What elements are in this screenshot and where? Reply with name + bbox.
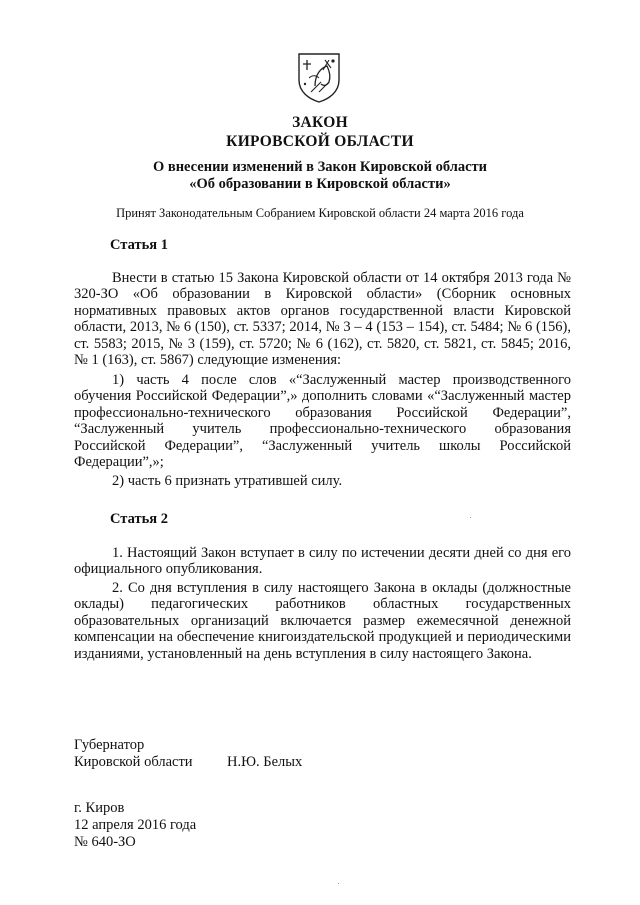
signatory-position-line-1: Губернатор xyxy=(74,737,145,753)
subtitle-line-1: О внесении изменений в Закон Кировской области xyxy=(152,159,488,175)
scan-speck xyxy=(470,517,471,518)
adoption-note: Принят Законодательным Собранием Кировской области 24 марта 2016 года xyxy=(116,206,524,220)
law-subtitle xyxy=(0,159,640,193)
signatory-name: Н.Ю. Белых xyxy=(227,754,303,770)
title-line-region: КИРОВСКОЙ ОБЛАСТИ xyxy=(226,133,414,150)
footer-number: № 640-ЗО xyxy=(74,834,136,850)
subtitle-line-2: «Об образовании в Кировской области» xyxy=(189,176,451,192)
signatory-position-line-2: Кировской области xyxy=(74,754,193,770)
law-title xyxy=(0,113,640,151)
article-1-intro: Внести в статью 15 Закона Кировской области от 14 октября 2013 года № 320-ЗО «Об образовании в Кировской области» (Сборник основных нормативных правовых актов органов государственной власти Кировской области, 2013, № 6 (150), ст. 5337; 2014, № 3 – 4 (153 – 154), ст. 5484; № 6 (156), ст. 5583; 2015, № 3 (159), ст. 5720; № 6 (162), ст. 5820, ст. 5821, ст. 5845; 2016, № 1 (163), ст. 5867) следующие изменения: xyxy=(74,270,571,369)
article-2-paragraph-2: 2. Со дня вступления в силу настоящего Закона в оклады (должностные оклады) педагогических работников областных государственных образовательных организаций включается размер ежемесячной денежной компенсации на обеспечение книгоиздательской продукцией и периодическими изданиями, установленный на день вступления в силу настоящего Закона. xyxy=(74,580,571,662)
coat-of-arms-icon xyxy=(295,52,343,104)
article-1-item-2: 2) часть 6 признать утратившей силу. xyxy=(112,473,343,489)
article-1-item-1: 1) часть 4 после слов «“Заслуженный мастер производственного обучения Российской Федерации”,» дополнить словами «“Заслуженный мастер профессионально-технического образования Российской Федерации”, “Заслуженный учитель профессионально-технического образования Российской Федерации”, “Заслуженный учитель школы Российской Федерации”,»; xyxy=(74,372,571,471)
article-1-heading: Статья 1 xyxy=(110,237,168,253)
document-footer xyxy=(74,800,196,851)
article-2-heading: Статья 2 xyxy=(110,511,168,527)
footer-date: 12 апреля 2016 года xyxy=(74,817,197,833)
article-2-paragraph-1: 1. Настоящий Закон вступает в силу по истечении десяти дней со дня его официального опубликования. xyxy=(74,545,571,578)
footer-city: г. Киров xyxy=(74,800,125,816)
title-line-law: ЗАКОН xyxy=(292,114,348,131)
signatory-position xyxy=(74,737,193,771)
scan-speck xyxy=(338,883,339,884)
